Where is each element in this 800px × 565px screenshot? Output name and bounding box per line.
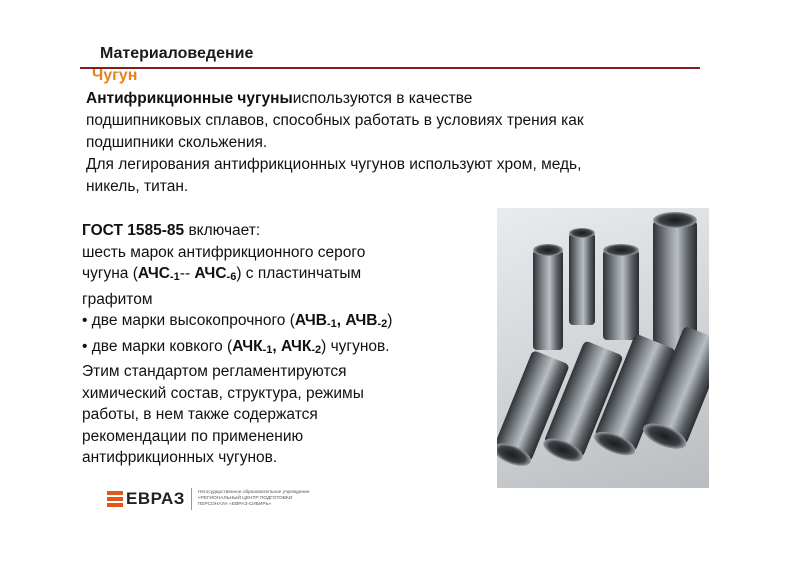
standard-para-2: химический состав, структура, режимы [82, 384, 364, 402]
bushings-illustration [497, 208, 709, 488]
footer-branding [107, 488, 313, 510]
gost-heading [82, 220, 492, 242]
grade-achs1-letters: АЧС [137, 265, 170, 282]
intro-line-1-rest: используются в качестве [292, 90, 473, 107]
footer-note-line-2: «РЕГИОНАЛЬНЫЙ ЦЕНТР ПОДГОТОВКИ [197, 496, 293, 501]
page-subtitle: Чугун [92, 67, 138, 84]
gost-includes: включает: [188, 222, 261, 239]
intro-line-2: подшипниковых сплавов, способных работать в условиях трения как [86, 112, 584, 129]
front-row-bushings [497, 326, 709, 471]
bullet-1-post: ) [387, 312, 393, 329]
evraz-logo-text: ЕВРАЗ [126, 489, 185, 508]
grade-comma-1: , [336, 312, 346, 329]
bullet-high-strength [82, 310, 492, 336]
bushing-back-1-bore [533, 244, 563, 256]
grade-achs1-number: -1 [170, 271, 180, 283]
grade-achk2-number: -2 [311, 343, 322, 356]
grade-range-separator: -- [179, 265, 195, 282]
grade-achk1 [232, 338, 272, 355]
footer-note-line-3: ПЕРСОНАЛА «ЕВРАЗ-СИБИРЬ» [197, 502, 272, 507]
grade-achv2 [345, 312, 387, 329]
grade-achk1-letters: АЧК [232, 337, 263, 355]
intro-line-3: подшипники скольжения. [86, 134, 268, 151]
grade-achv1-number: -1 [326, 318, 337, 330]
grade-achk1-number: -1 [262, 343, 273, 356]
grade-achs1 [138, 265, 180, 282]
grade-achs6-letters: АЧС [194, 265, 227, 282]
bullet-2-post: ) чугунов. [321, 337, 390, 355]
grade-achv1-letters: АЧВ [294, 312, 327, 329]
bushing-back-2-bore [569, 228, 595, 238]
page-header-title: Материаловедение [100, 45, 254, 62]
gost-section [82, 220, 492, 469]
gost-label: ГОСТ [82, 222, 123, 239]
bushing-back-4-bore [653, 212, 697, 228]
footer-note [198, 490, 313, 508]
grade-achv2-number: -2 [377, 318, 388, 330]
gost-line-2-pre: чугуна ( [82, 265, 138, 282]
gost-line-2-post: ) с пластинчатым [236, 265, 362, 282]
gost-line-3: графитом [82, 290, 153, 308]
grade-achs6-number: -6 [226, 271, 237, 283]
standard-para-1: Этим стандартом регламентируются [82, 363, 347, 380]
bushings-photo [497, 208, 709, 488]
grade-achk2-letters: АЧК [280, 337, 312, 355]
grade-achv1 [295, 312, 337, 329]
bushing-back-2 [569, 233, 595, 325]
intro-line-5: никель, титан. [86, 178, 189, 195]
bullet-malleable [82, 336, 492, 362]
intro-bold-lead: Антифрикционные чугуны [86, 90, 293, 107]
bushing-back-3-bore [603, 244, 639, 256]
bullet-1-pre: • две марки высокопрочного ( [82, 312, 295, 329]
standard-para-3: работы, в нем также содержатся [82, 406, 318, 423]
bushing-back-3 [603, 250, 639, 340]
standard-para-4: рекомендации по применению [82, 427, 304, 445]
bushing-back-1 [533, 250, 563, 350]
intro-line-4: Для легирования антифрикционных чугунов используют хром, медь, [86, 156, 582, 173]
back-row-bushings [533, 212, 697, 355]
grade-achk2 [281, 338, 321, 355]
intro-paragraph [86, 88, 706, 198]
footer-divider [191, 488, 192, 510]
footer-note-line-1: Негосударственное образовательное учреждение [197, 490, 310, 495]
grade-achs6 [194, 265, 236, 282]
grade-comma-2: , [272, 337, 281, 355]
bullet-2-pre: • две марки ковкого ( [82, 337, 233, 355]
gost-line-2 [82, 263, 492, 289]
header-divider [80, 67, 700, 69]
gost-line-1: шесть марок антифрикционного серого [82, 243, 366, 261]
intro-line-1 [86, 88, 706, 110]
gost-number: 1585-85 [127, 222, 185, 239]
grade-achv2-letters: АЧВ [345, 312, 378, 329]
evraz-logo-icon [107, 491, 123, 507]
standard-para-5: антифрикционных чугунов. [82, 449, 278, 466]
